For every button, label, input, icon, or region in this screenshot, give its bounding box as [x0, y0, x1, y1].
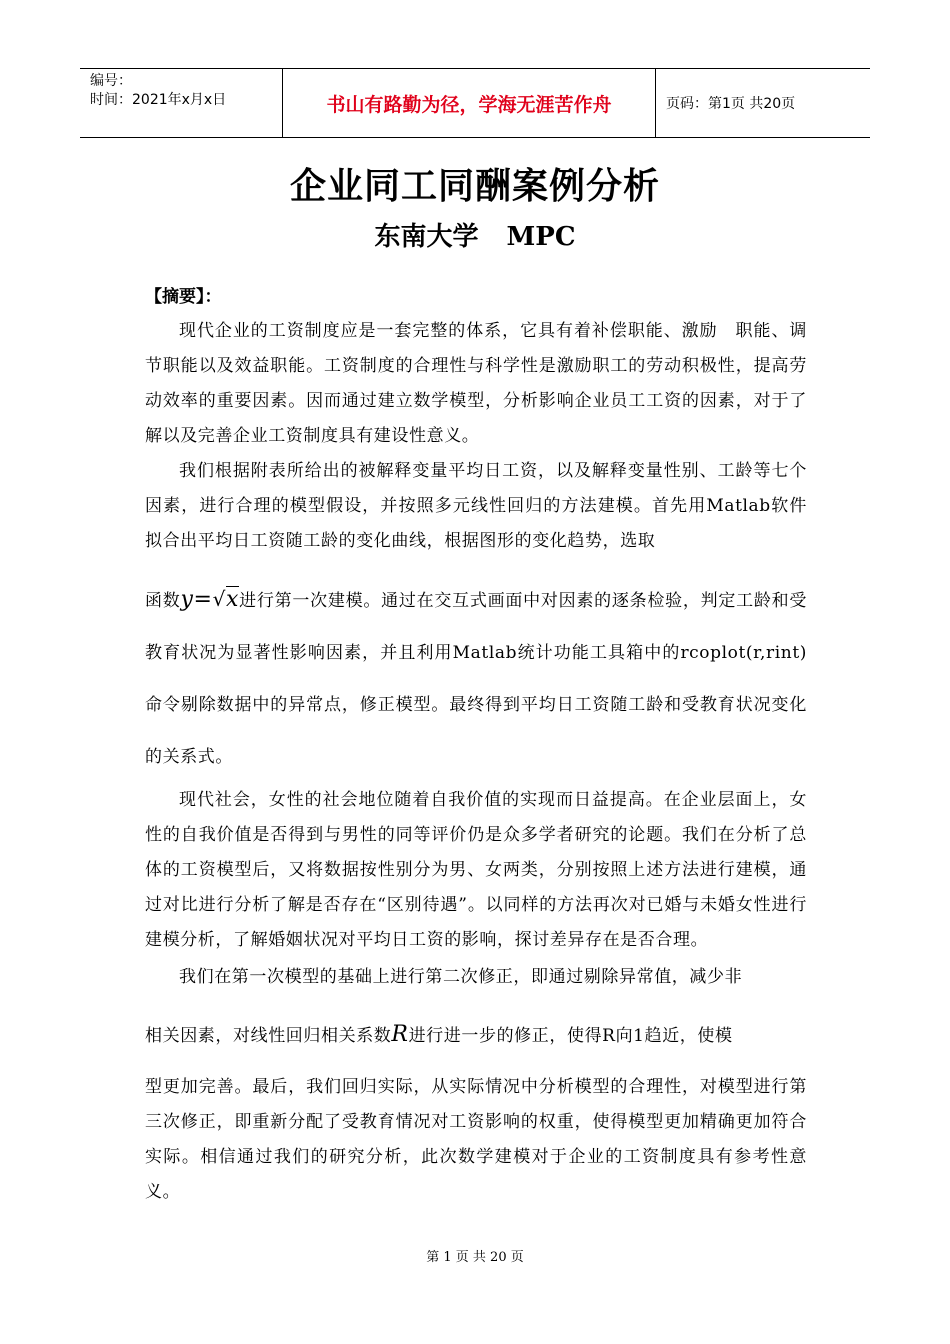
document-title: 企业同工同酬案例分析 [289, 165, 660, 207]
header-meta [80, 69, 282, 137]
paragraph-1: 现代企业的工资制度应是一套完整的体系，它具有着补偿职能、激励 职能、调节职能以及效益职能。工资制度的合理性与科学性是激励职工的劳动积极性，提高劳动效率的重要因素。因而通过建立数学模型，分析影响企业员工工资的因素，对于了解以及完善企业工资制度具有建设性意义。 [145, 321, 807, 446]
header-page-info: 页码：第1页 共20页 [666, 96, 796, 112]
header-table [80, 68, 870, 138]
page-footer: 第 1 页 共 20 页 [426, 1250, 524, 1265]
paragraph-2 [145, 454, 807, 559]
document-body [145, 280, 807, 1210]
paragraph-2-formula-line [145, 573, 807, 783]
paragraph-4-b-post: 进行进一步的修正，使得R向1趋近，使模 [408, 1026, 733, 1046]
document-subtitle [0, 216, 950, 253]
paragraph-2-a: 我们根据附表所给出的被解释变量平均日工资，以及解释变量性别、工龄等七个因素，进行合理的模型假设，并按照多元线性回归的方法建模。首先用Matlab软件拟合出平均日工资随工龄的变化曲线，根据图形的变化趋势，选取 [145, 461, 807, 551]
paragraph-2-b-pre: 函数 [145, 591, 181, 611]
paragraph-4-c: 型更加完善。最后，我们回归实际，从实际情况中分析模型的合理性，对模型进行第三次修正，即重新分配了受教育情况对工资影响的权重，使得模型更加精确更加符合实际。相信通过我们的研究分析，此次数学建模对于企业的工资制度具有参考性意义。 [145, 1077, 807, 1202]
symbol-R: R [391, 1022, 409, 1047]
paragraph-2-b-post: 进行第一次建模。通过在交互式画面中对因素的逐条检验，判定工龄和受教育状况为显著性影响因素，并且利用Matlab统计功能工具箱中的rcoplot(r,rint)命令剔除数据中的异常点，修正模型。最终得到平均日工资随工龄和受教育状况变化的关系式。 [145, 591, 808, 767]
paragraph-4-formula-line [145, 1009, 807, 1062]
paragraph-3: 现代社会，女性的社会地位随着自我价值的实现而日益提高。在企业层面上，女性的自我价值是否得到与男性的同等评价仍是众多学者研究的论题。我们在分析了总体的工资模型后，又将数据按性别分为男、女两类，分别按照上述方法进行建模，通过对比进行分析了解是否存在“区别待遇”。以同样的方法再次对已婚与未婚女性进行建模分析，了解婚姻状况对平均日工资的影响，探讨差异存在是否合理。 [145, 790, 807, 950]
paragraph-4-b-pre: 相关因素，对线性回归相关系数 [145, 1026, 392, 1046]
subtitle-program: MPC [506, 222, 576, 252]
paragraph-4-a: 我们在第一次模型的基础上进行第二次修正，即通过剔除异常值，减少非 [179, 967, 743, 987]
abstract-label: 【摘要】： [145, 287, 222, 307]
number-label: 编号： [90, 73, 132, 89]
header-motto: 书山有路勤为径，学海无涯苦作舟 [282, 69, 656, 137]
time-label: 时间：2021年x月x日 [90, 92, 227, 108]
subtitle-org: 东南大学 [374, 222, 479, 252]
formula-y-sqrt-x: y=√x [180, 587, 239, 612]
